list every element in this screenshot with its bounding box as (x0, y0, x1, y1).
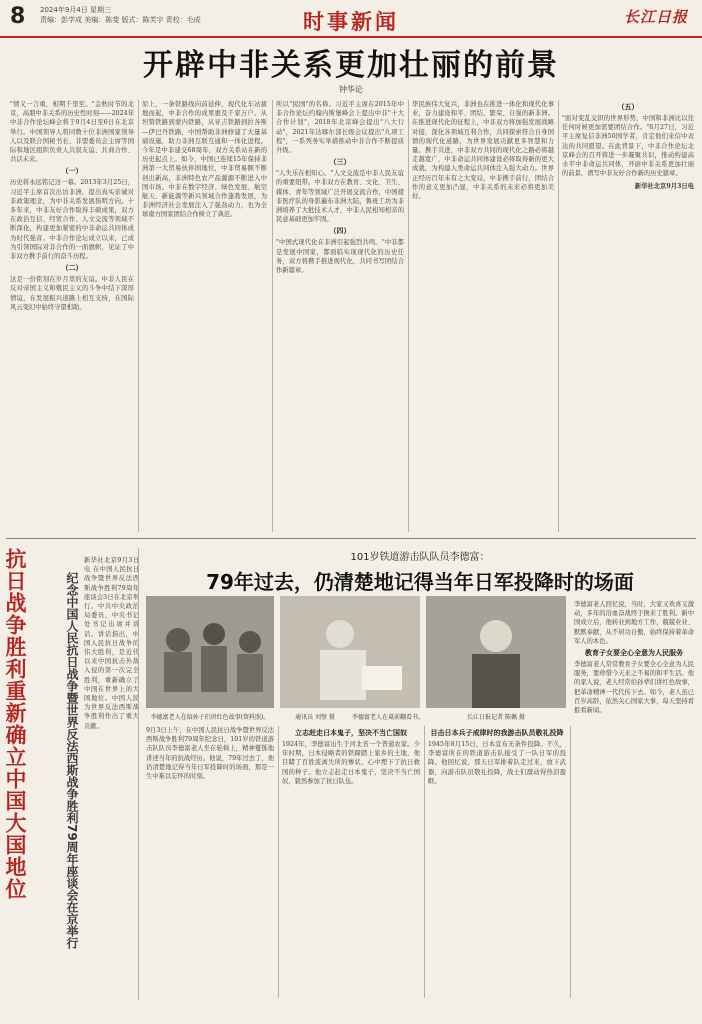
masthead (0, 0, 702, 38)
filler-text: 李德富老人常常教育子女要全心全意为人民服务，要珍惜今天来之不易的和平生活。他的家人说，老人经常给孙辈们讲红色故事，把革命精神一代代传下去。如今，老人虽已百岁高龄，依然关心国家大事，每天坚持看报看新闻。 (574, 661, 694, 715)
section-heading-5: （五） (617, 103, 639, 111)
photo-elder-reading (280, 596, 420, 708)
photo-caption-1: 李德富老人在给孙子们讲红色故事(资料照)。 (150, 714, 270, 721)
banner-body: 新华社北京9月3日电 在中国人民抗日战争暨世界反法西斯战争胜利79周年座谈会3日在北京举行。中共中央政治局委员、中央书记处书记出席并讲话。讲话指出，中国人民抗日战争的伟大胜利，是近代以来中国抗击外敌入侵的第一次完全胜利，重新确立了中国在世界上的大国地位。中国人民为世界反法西斯战争胜利作出了重大贡献。 (84, 557, 139, 730)
photo-caption-2: 李德富老人在桌前翻看书。 (351, 714, 424, 721)
filler-text: 李德富老人回忆说，当时，大家又欢喜又激动，多年的浴血奋战终于换来了胜利。新中国成立后，他转业到地方工作，兢兢业业、默默奉献，从不居功自傲，始终保持着革命军人的本色。 (574, 601, 694, 645)
column-divider (138, 548, 139, 1000)
photo-storytelling-image (146, 596, 274, 708)
article1-byline: 钟华论 (339, 85, 363, 94)
filler-text: 历史将永远铭记这一幕。2013年3月25日，习近平主席首次出访非洲，提出真实亲诚对非政策理念，为中非关系发展指明方向。十多年来，中非友好合作取得丰硕成果，双方在政治互信、经贸合作、人文交流等领域不断深化，构建更加紧密的中非命运共同体成为时代强音。中非合作论坛成立以来，已成为引领国际对非合作的一面旗帜，见证了中非双方携手前行的奋斗历程。 (10, 179, 134, 261)
column-divider (138, 100, 139, 532)
article1-headline: 开辟中非关系更加壮丽的前景 (143, 48, 559, 83)
filler-text: 原上，一条铁路线向前延伸，现代化车站拔地而起，中非合作的成果惠及千家万户。从坦赞铁路到蒙内铁路，从亚吉铁路到拉各斯—伊巴丹铁路，中国帮助非洲修建了大量基础设施，助力非洲互联互通和一体化进程。今年是中非建交68周年，双方关系站在新的历史起点上。如今，中国已连续15年保持非洲第一大贸易伙伴国地位，中非贸易额不断创出新高，非洲特色农产品源源不断进入中国市场。中非在数字经济、绿色发展、航空航天、新能源等新兴领域合作蓬勃发展，为非洲经济社会发展注入了强劲动力，也为全球南方国家团结合作树立了典范。 (142, 101, 267, 219)
filler-text: "面对变乱交织的世界形势，中国和非洲比以往任何时候更加需要团结合作。"8月27日，习近平主席复信非洲50国学者，肯定他们来信中表达的共同愿望。在此背景下，中非合作论坛北京峰会的召开将进一步凝聚共识，推动构建高水平中非命运共同体，开辟中非关系更加壮丽的前景，谱写中非友好合作新的历史篇章。 (562, 115, 694, 178)
filler-text: 华民族伟大复兴，非洲也在推进一体化和现代化事业，奋力建设和平、团结、繁荣、自强的新非洲。在推进现代化的征程上，中非双方将加强发展战略对接，深化各领域互利合作，共同探索符合自身国情的现代化道路，为世界发展贡献更多智慧和力量。携手共进，中非双方共同的现代化之路必将越走越宽广，中非命运共同体建设必将取得新的更大成就，为构建人类命运共同体注入强大动力。世界正经历百年未有之大变局，中非携手前行，团结合作的意义更加凸显，中非关系的未来必将更加美好。 (412, 101, 554, 201)
filler-text: 这是一份铭刻在岁月里的友谊。中非人民在反对帝国主义和殖民主义的斗争中结下深厚情谊，在发展振兴道路上相互支持，在国际风云变幻中始终守望相助。 (10, 276, 134, 311)
article2-column-4 (574, 600, 694, 998)
filler-text: 1945年8月15日，日本宣布无条件投降。不久，李德富所在的铁道游击队接受了一队日军的投降。他回忆说，那天日军排着队走过来，放下武器，向游击队员敬礼投降，战士们激动得热泪盈眶。 (428, 741, 566, 785)
filler-text: 1924年，李德富出生于河北省一个普通农家。少年时期，日本侵略者的铁蹄踏上家乡的土地，他目睹了百姓流离失所的惨状，心中埋下了抗日救国的种子。他立志赶走日本鬼子，坚决不当亡国奴，毅然参加了抗日队伍。 (282, 741, 420, 785)
photo-caption-3: 长江日报记者 陈佩 摄 (467, 714, 525, 721)
date-line: 2024年9月4日 星期三 (40, 6, 111, 14)
column-divider (408, 100, 409, 532)
article2-column-3 (428, 726, 566, 998)
section-divider (6, 538, 696, 539)
article1-column-4 (412, 100, 554, 530)
column-divider (272, 100, 273, 532)
article2-subhead-3: 教育子女要全心全意为人民服务 (585, 649, 683, 658)
section-title: 时事新闻 (303, 9, 399, 34)
editors-line: 责编：彭学成 美编：陈斐 版式：陈芙宇 责校：毛成 (40, 16, 201, 24)
article2-column-2 (282, 726, 420, 998)
filler-text: 所以"民国"的名称。习近平主席在2015年中非合作论坛约翰内斯堡峰会上提出中非"十大合作计划"，2018年北京峰会提出"八大行动"，2021年达喀尔部长级会议提出"九项工程"，一系列务实举措推动中非合作不断提质升级。 (276, 101, 404, 155)
photo-elder-reading-image (280, 596, 420, 708)
column-divider (570, 726, 571, 998)
article2-subhead-1: 立志赶走日本鬼子，坚决不当亡国奴 (295, 729, 407, 737)
article1-column-3 (276, 100, 404, 530)
photo-elder-portrait (426, 596, 566, 708)
section-heading-1: （一） (61, 167, 83, 176)
section-heading-4: （四） (329, 227, 351, 236)
banner-title: 抗日战争胜利重新确立中国大国地位 (3, 548, 27, 900)
article2-kicker: 101岁铁道游击队队员李德富： (350, 552, 490, 563)
article1-signoff: 新华社北京9月3日电 (634, 183, 694, 191)
filler-text: "人失乐在相知心。"人文交流是中非人民友谊的重要纽带。中非双方在教育、文化、卫生、媒体、青年等领域广泛开展交流合作，中国援非医疗队的身影遍布非洲大陆，鲁班工坊为非洲培养了大批技术人才，中非人民相知相亲的民意基础更加牢固。 (276, 170, 404, 224)
article1-column-1 (10, 100, 134, 530)
column-divider (558, 100, 559, 532)
photo-elder-portrait-image (426, 596, 566, 708)
article1-column-2 (142, 100, 267, 530)
column-divider (424, 726, 425, 998)
article1-intro: "情义一言重，相期千里至。"金秋时节的北京，高朋中非关系的历史性时刻——2024年中非合作论坛峰会将于9月4日至6日在北京举行。中国领导人将同数十位非洲国家领导人以及联合国秘书长、非盟委员会主席等国际和地区组织负责人共叙友谊、共商合作、共话未来。 (10, 101, 134, 164)
filler-text: "中国式现代化在非洲引起强烈共鸣。"中非都是发展中国家，都面临实现现代化的历史任务，双方将携手推进现代化，共同书写团结合作新篇章。 (276, 239, 404, 275)
article2-subhead-2: 目击日本兵子戒律时的我游击队员敬礼投降 (430, 729, 564, 737)
section-heading-2: （二） (61, 264, 83, 273)
banner-subtitle: 纪念中国人民抗日战争暨世界反法西斯战争胜利79周年座谈会在京举行 (65, 572, 79, 949)
article2-headline: 79年过去，仍清楚地记得当年日军投降时的场面 (206, 570, 634, 594)
photo-storytelling (146, 596, 274, 708)
newspaper-logo: 长江日报 (623, 8, 688, 26)
photo-credit: 通讯员 刘璧 摄 (295, 714, 335, 721)
article1-column-5 (562, 100, 694, 532)
filler-text: 9月3日上午，在中国人民抗日战争暨世界反法西斯战争胜利79周年纪念日，101岁的铁道游击队队员李德富老人坐在轮椅上，精神矍铄地讲述当年的抗战经历。他说，79年过去了，他仍清楚地记得当年日军投降时的场面，那是一生中难以忘怀的时刻。 (146, 727, 274, 781)
column-divider (278, 726, 279, 998)
section-heading-3: （三） (329, 158, 351, 167)
article2-column-1 (146, 726, 274, 998)
page-number: 8 (10, 4, 26, 29)
